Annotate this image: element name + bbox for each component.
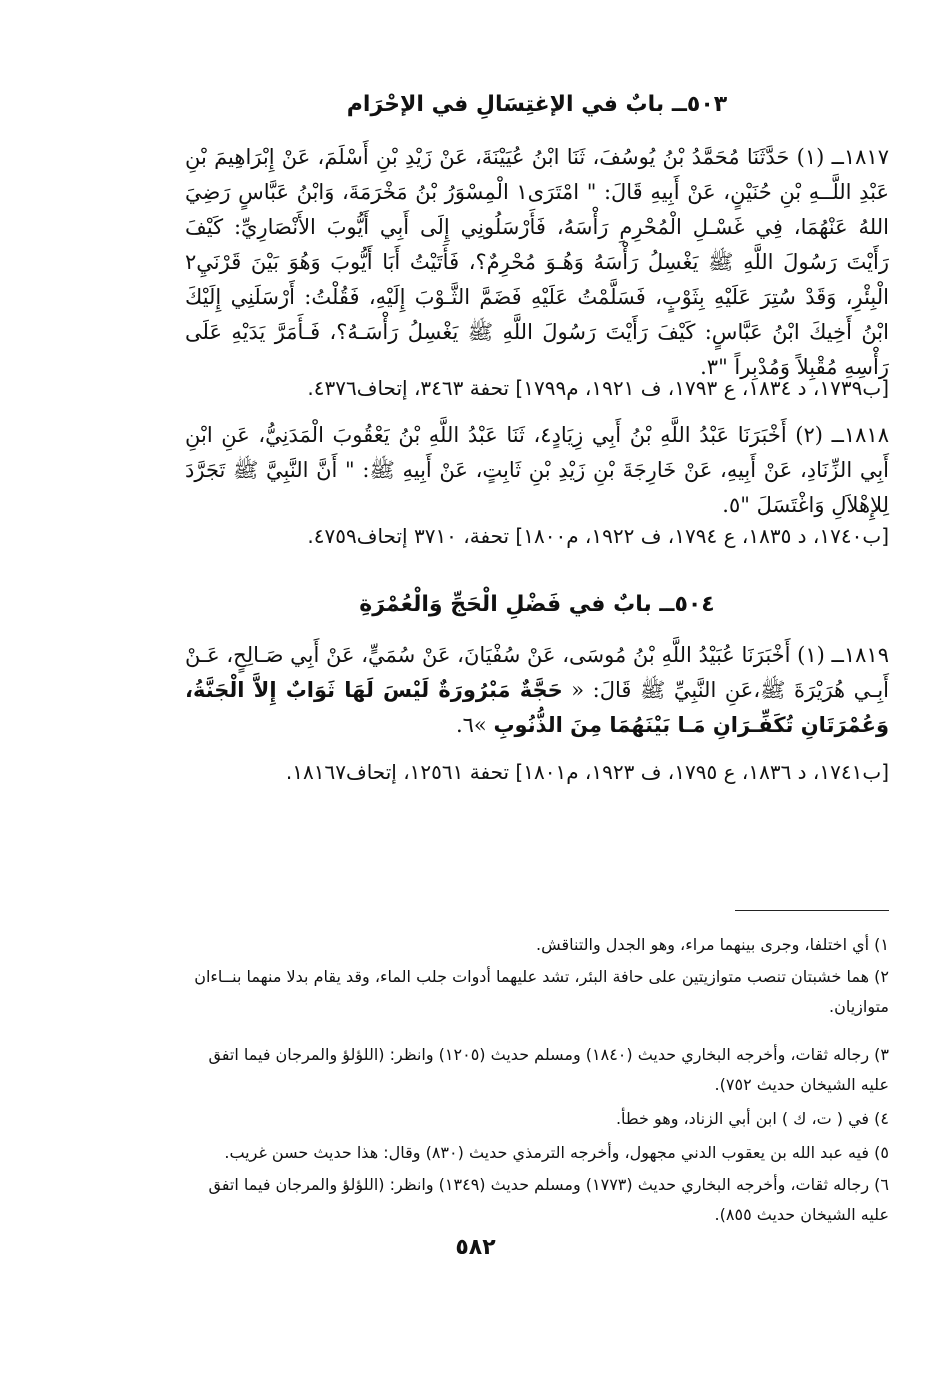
hadith-1819-end: »٦. xyxy=(455,713,494,737)
hadith-1819 xyxy=(185,638,889,743)
footnote-4: ٤) في ( ت، ك ) ابن أبي الزناد، وهو خطأ. xyxy=(615,1109,889,1128)
footnote-5: ٥) فيه عبد الله بن يعقوب الدني مجهول، وأخرجه الترمذي حديث (٨٣٠) وقال: هذا حديث حسن غريب. xyxy=(224,1143,889,1162)
hadith-1819-prophetic-saying: حَجَّةٌ مَبْرُورَةٌ لَيْسَ لَهَا ثَوَابٌ إِلاَّ الْجَنَّةُ، وَعُمْرَتَانِ تُكَفِّـرَانِ مَـا بَيْنَهُمَا مِنَ الذُّنُوبِ xyxy=(185,678,889,737)
chapter-heading-504: ٥٠٤ــ بابٌ في فَضْلِ الْحَجِّ وَالْعُمْرَةِ xyxy=(359,592,715,617)
source-refs-1818: [ب١٧٤٠، د ١٨٣٥، ع ١٧٩٤، ف ١٩٢٢، م١٨٠٠] تحفة، ٣٧١٠ إتحاف٤٧٥٩. xyxy=(307,524,889,548)
hadith-1817: ١٨١٧ــ (١) حَدَّثَنَا مُحَمَّدُ بْنُ يُوسُفَ، ثَنَا ابْنُ عُيَيْنَةَ، عَنْ زَيْدِ بْنِ أَسْلَمَ، عَنْ إِبْرَاهِيمَ بْنِ عَبْدِ اللَّــهِ بْنِ حُنَيْنٍ، عَنْ أَبِيهِ قَالَ: " امْتَرَى١ الْمِسْوَرُ بْنُ مَخْرَمَةَ، وَابْنُ عَبَّاسٍ رَضِيَ اللهُ عَنْهُمَا، فِي غَسْـلِ الْمُحْرِمِ رَأْسَهُ، فَأَرْسَلُونِي إِلَى أَبِي أَيُّوبَ الأَنْصَارِيِّ: كَيْفَ رَأَيْتَ رَسُولَ اللَّهِ ﷺ يَغْسِلُ رَأْسَهُ وَهُـوَ مُحْرِمٌ؟، فَأَتَيْتُ أَبَا أَيُّوبَ وَهُوَ بَيْنَ قَرْنَيِ٢ الْبِئْرِ، وَقَدْ سُتِرَ عَلَيْهِ بِثَوْبٍ، فَسَلَّمْتُ عَلَيْهِ فَضَمَّ الثَّـوْبَ إِلَيْهِ، فَقُلْتُ: أَرْسَلَنِي إِلَيْكَ ابْنُ أَخِيكَ ابْنُ عَبَّاسٍ: كَيْفَ رَأَيْتَ رَسُولَ اللَّهِ ﷺ يَغْسِلُ رَأْسَـهُ؟، فَـأَمَرَّ يَدَيْهِ عَلَى رَأْسِهِ مُقْبِلاً وَمُدْبِراً "٣. xyxy=(185,145,889,379)
hadith-1818: ١٨١٨ــ (٢) أَخْبَرَنَا عَبْدُ اللَّهِ بْنُ أَبِي زِيَادٍ٤، ثَنَا عَبْدُ اللَّهِ بْنُ يَعْقُوبَ الْمَدَنِيُّ، عَنِ ابْنِ أَبِي الزِّنَادِ، عَنْ أَبِيهِ، عَنْ خَارِجَةَ بْنِ زَيْدِ بْنِ ثَابِتٍ، عَنْ أَبِيهِ ﷺ: " أَنَّ النَّبِيَّ ﷺ تَجَرَّدَ لِلإِهْلاَلِ وَاغْتَسَلَ "٥. xyxy=(185,423,889,517)
footnote-3: ٣) رجاله ثقات، وأخرجه البخاري حديث (١٨٤٠) ومسلم حديث (١٢٠٥) وانظر: (اللؤلؤ والمرجان فيما اتفق عليه الشيخان حديث ٧٥٢). xyxy=(208,1045,889,1094)
source-refs-1817: [ب١٧٣٩، د ١٨٣٤، ع ١٧٩٣، ف ١٩٢١، م١٧٩٩] تحفة ٣٤٦٣، إتحاف٤٣٧٦. xyxy=(307,376,889,400)
footnote-2: ٢) هما خشبتان تنصب متوازيتين على حافة البئر، تشد عليهما أدوات جلب الماء، وقد يقام بدلا منهما بنــاءان متوازيان. xyxy=(194,967,889,1016)
page-number: ٥٨٢ xyxy=(455,1235,496,1260)
chapter-heading-503: ٥٠٣ــ بابٌ في الإغتِسَالِ في الإحْرَام xyxy=(346,92,728,117)
footnote-1: ١) أي اختلفا، وجرى بينهما مراء، وهو الجدل والتناقش. xyxy=(535,935,889,954)
footnote-divider xyxy=(735,910,889,911)
footnote-6: ٦) رجاله ثقات، وأخرجه البخاري حديث (١٧٧٣) ومسلم حديث (١٣٤٩) وانظر: (اللؤلؤ والمرجان فيما اتفق عليه الشيخان حديث ٨٥٥). xyxy=(208,1175,889,1224)
source-refs-1819: [ب١٧٤١، د ١٨٣٦، ع ١٧٩٥، ف ١٩٢٣، م١٨٠١] تحفة ١٢٥٦١، إتحاف١٨١٦٧. xyxy=(285,760,889,784)
hadith-1819-text: ١٨١٩ــ (١) أَخْبَرَنَا عُبَيْدُ اللَّهِ بْنُ مُوسَى، عَنْ سُفْيَانَ، عَنْ سُمَيٍّ، عَنْ أَبِي صَـالِحٍ، عَـنْ أَبِـي هُرَيْرَةَ ﷺ،عَنِ النَّبِيِّ ﷺ قَالَ: « xyxy=(185,643,890,702)
